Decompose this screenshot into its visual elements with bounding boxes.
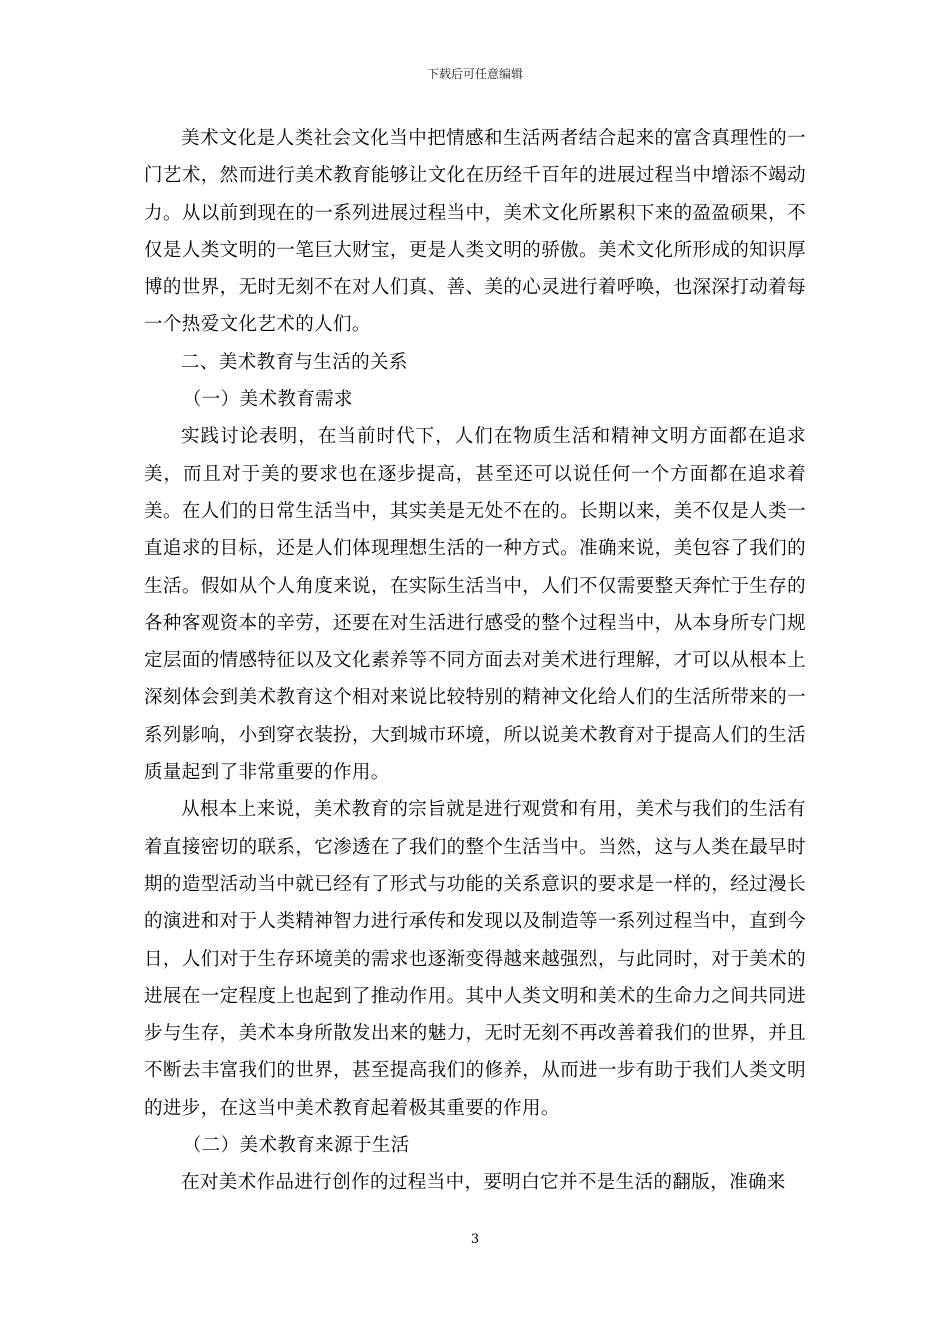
body-paragraph-4: 在对美术作品进行创作的过程当中，要明白它并不是生活的翻版，准确来	[181, 1172, 786, 1194]
body-paragraph-3: 从根本上来说，美术教育的宗旨就是进行观赏和有用，美术与我们的生活有着直接密切的联系，它渗透在了我们的整个生活当中。当然，这与人类在最早时期的造型活动当中就已经有了形式与功能的关系意识的要求是一样的，经过漫长的演进和对于人类精神智力进行承传和发现以及制造等一系列过程当中，直到今日，人们对于生存环境美的需求也逐渐变得越来越强烈，与此同时，对于美术的进展在一定程度上也起到了推动作用。其中人类文明和美术的生命力之间共同进步与生存，美术本身所散发出来的魅力，无时无刻不再改善着我们的世界，并且不断去丰富我们的世界，甚至提高我们的修养，从而进一步有助于我们人类文明的进步，在这当中美术教育起着极其重要的作用。	[144, 799, 806, 1119]
subsection-heading-1: （一）美术教育需求	[182, 389, 353, 411]
page-header: 下载后可任意编辑	[426, 67, 523, 81]
body-paragraph-1: 美术文化是人类社会文化当中把情感和生活两者结合起来的富含真理性的一门艺术，然而进行美术教育能够让文化在历经千百年的进展过程当中增添不竭动力。从以前到现在的一系列进展过程当中，美术文化所累积下来的盈盈硕果，不仅是人类文明的一笔巨大财宝，更是人类文明的骄傲。美术文化所形成的知识厚博的世界，无时无刻不在对人们真、善、美的心灵进行着呼唤，也深深打动着每一个热爱文化艺术的人们。	[144, 128, 806, 336]
page-body	[144, 120, 806, 1202]
page-number: 3	[470, 1232, 480, 1247]
subsection-heading-2: （二）美术教育来源于生活	[182, 1135, 410, 1157]
section-heading-2: 二、美术教育与生活的关系	[181, 351, 408, 373]
body-paragraph-2: 实践讨论表明，在当前时代下，人们在物质生活和精神文明方面都在追求美，而且对于美的要求也在逐步提高，甚至还可以说任何一个方面都在追求着美。在人们的日常生活当中，其实美是无处不在的。长期以来，美不仅是人类一直追求的目标，还是人们体现理想生活的一种方式。准确来说，美包容了我们的生活。假如从个人角度来说，在实际生活当中，人们不仅需要整天奔忙于生存的各种客观资本的辛劳，还要在对生活进行感受的整个过程当中，从本身所专门规定层面的情感特征以及文化素养等不同方面去对美术进行理解，才可以从根本上深刻体会到美术教育这个相对来说比较特别的精神文化给人们的生活所带来的一系列影响，小到穿衣装扮，大到城市环境，所以说美术教育对于提高人们的生活质量起到了非常重要的作用。	[144, 426, 806, 784]
